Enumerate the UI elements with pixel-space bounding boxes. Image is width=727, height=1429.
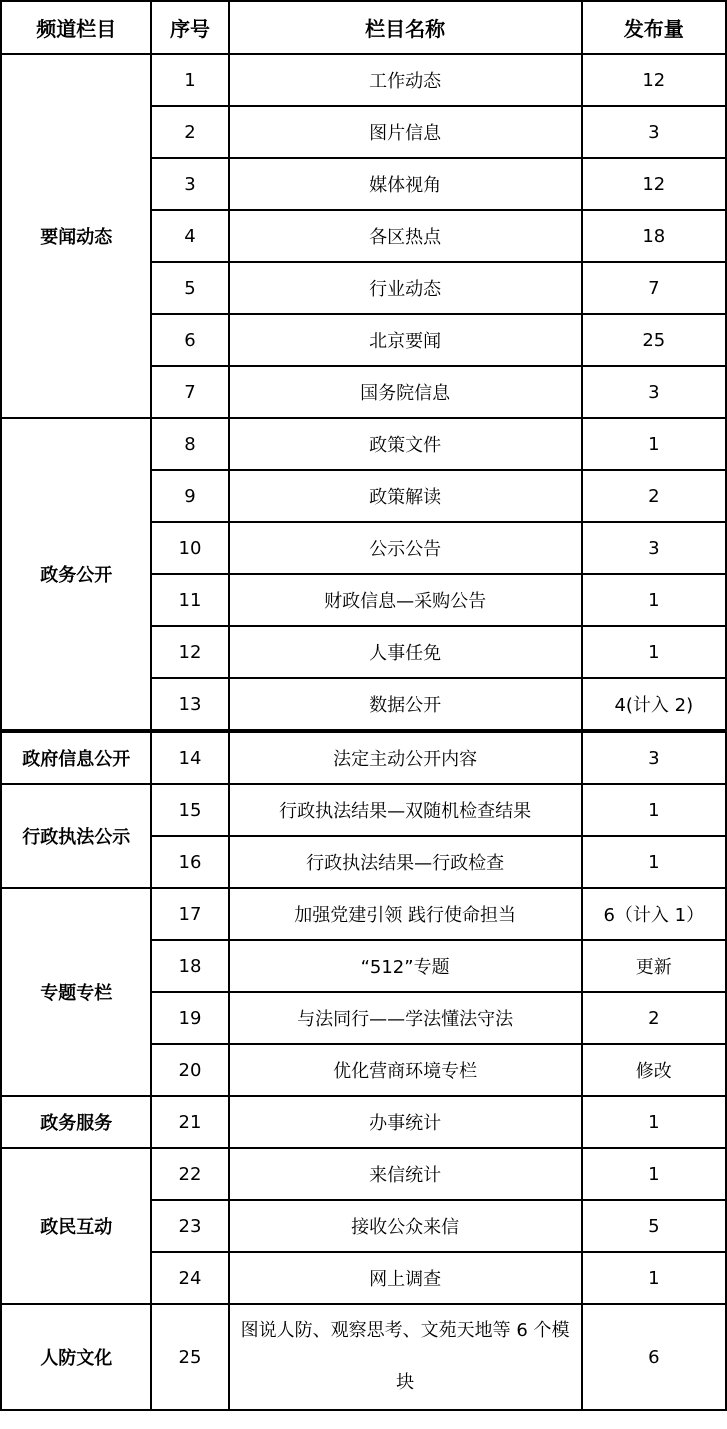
publish-count: 1: [582, 626, 726, 678]
channel-group-cell: 行政执法公示: [1, 784, 151, 888]
channel-group-cell: 要闻动态: [1, 54, 151, 418]
publish-count: 6: [582, 1304, 726, 1410]
column-title: 工作动态: [229, 54, 582, 106]
column-title: 国务院信息: [229, 366, 582, 418]
column-title: 各区热点: [229, 210, 582, 262]
column-title: 行政执法结果—双随机检查结果: [229, 784, 582, 836]
publish-count: 1: [582, 1148, 726, 1200]
column-title: 北京要闻: [229, 314, 582, 366]
row-number: 25: [151, 1304, 228, 1410]
header-publish-count: 发布量: [582, 1, 726, 54]
row-number: 7: [151, 366, 228, 418]
publish-count: 5: [582, 1200, 726, 1252]
row-number: 5: [151, 262, 228, 314]
publish-count: 3: [582, 522, 726, 574]
row-number: 15: [151, 784, 228, 836]
column-title: 图片信息: [229, 106, 582, 158]
row-number: 2: [151, 106, 228, 158]
channel-group-cell: 政民互动: [1, 1148, 151, 1304]
column-title: 网上调查: [229, 1252, 582, 1304]
column-title: 法定主动公开内容: [229, 731, 582, 784]
publish-count: 12: [582, 158, 726, 210]
table-row: [1, 888, 726, 940]
row-number: 20: [151, 1044, 228, 1096]
row-number: 13: [151, 678, 228, 731]
header-number: 序号: [151, 1, 228, 54]
row-number: 8: [151, 418, 228, 470]
publish-count: 1: [582, 1096, 726, 1148]
publish-count: 25: [582, 314, 726, 366]
table-row: [1, 1304, 726, 1410]
table-row: [1, 1148, 726, 1200]
publish-count: 18: [582, 210, 726, 262]
publish-count: 1: [582, 418, 726, 470]
table-header-row: [1, 1, 726, 54]
column-title: 行政执法结果—行政检查: [229, 836, 582, 888]
publish-count: 3: [582, 366, 726, 418]
column-title: 办事统计: [229, 1096, 582, 1148]
channel-group-cell: 政务公开: [1, 418, 151, 731]
column-title: “512”专题: [229, 940, 582, 992]
row-number: 18: [151, 940, 228, 992]
column-title: 优化营商环境专栏: [229, 1044, 582, 1096]
publish-count: 3: [582, 106, 726, 158]
row-number: 9: [151, 470, 228, 522]
column-title: 行业动态: [229, 262, 582, 314]
column-title: 加强党建引领 践行使命担当: [229, 888, 582, 940]
channel-group-cell: 政府信息公开: [1, 731, 151, 784]
column-title: 来信统计: [229, 1148, 582, 1200]
channel-group-cell: 政务服务: [1, 1096, 151, 1148]
table-row: [1, 731, 726, 784]
column-title: 媒体视角: [229, 158, 582, 210]
table-row: [1, 418, 726, 470]
column-title: 政策文件: [229, 418, 582, 470]
row-number: 21: [151, 1096, 228, 1148]
channel-group-cell: 人防文化: [1, 1304, 151, 1410]
row-number: 12: [151, 626, 228, 678]
publish-count: 修改: [582, 1044, 726, 1096]
column-title: 人事任免: [229, 626, 582, 678]
row-number: 1: [151, 54, 228, 106]
row-number: 3: [151, 158, 228, 210]
publish-count: 1: [582, 784, 726, 836]
row-number: 23: [151, 1200, 228, 1252]
column-title: 数据公开: [229, 678, 582, 731]
column-title: 公示公告: [229, 522, 582, 574]
row-number: 16: [151, 836, 228, 888]
publish-count: 1: [582, 1252, 726, 1304]
row-number: 11: [151, 574, 228, 626]
row-number: 22: [151, 1148, 228, 1200]
row-number: 24: [151, 1252, 228, 1304]
table-row: [1, 1096, 726, 1148]
column-title: 与法同行——学法懂法守法: [229, 992, 582, 1044]
row-number: 17: [151, 888, 228, 940]
publish-count: 7: [582, 262, 726, 314]
table-row: [1, 54, 726, 106]
row-number: 19: [151, 992, 228, 1044]
row-number: 14: [151, 731, 228, 784]
row-number: 10: [151, 522, 228, 574]
publish-count: 6（计入 1）: [582, 888, 726, 940]
publish-count: 12: [582, 54, 726, 106]
channel-group-cell: 专题专栏: [1, 888, 151, 1096]
publish-count: 4(计入 2): [582, 678, 726, 731]
row-number: 6: [151, 314, 228, 366]
row-number: 4: [151, 210, 228, 262]
table-row: [1, 784, 726, 836]
column-title: 政策解读: [229, 470, 582, 522]
column-title: 图说人防、观察思考、文苑天地等 6 个模块: [229, 1304, 582, 1410]
publish-count: 2: [582, 470, 726, 522]
column-title: 财政信息—采购公告: [229, 574, 582, 626]
header-column-name: 栏目名称: [229, 1, 582, 54]
publish-count: 更新: [582, 940, 726, 992]
publish-count: 2: [582, 992, 726, 1044]
publish-count: 1: [582, 574, 726, 626]
header-channel: 频道栏目: [1, 1, 151, 54]
column-title: 接收公众来信: [229, 1200, 582, 1252]
publish-count: 3: [582, 731, 726, 784]
publish-count: 1: [582, 836, 726, 888]
